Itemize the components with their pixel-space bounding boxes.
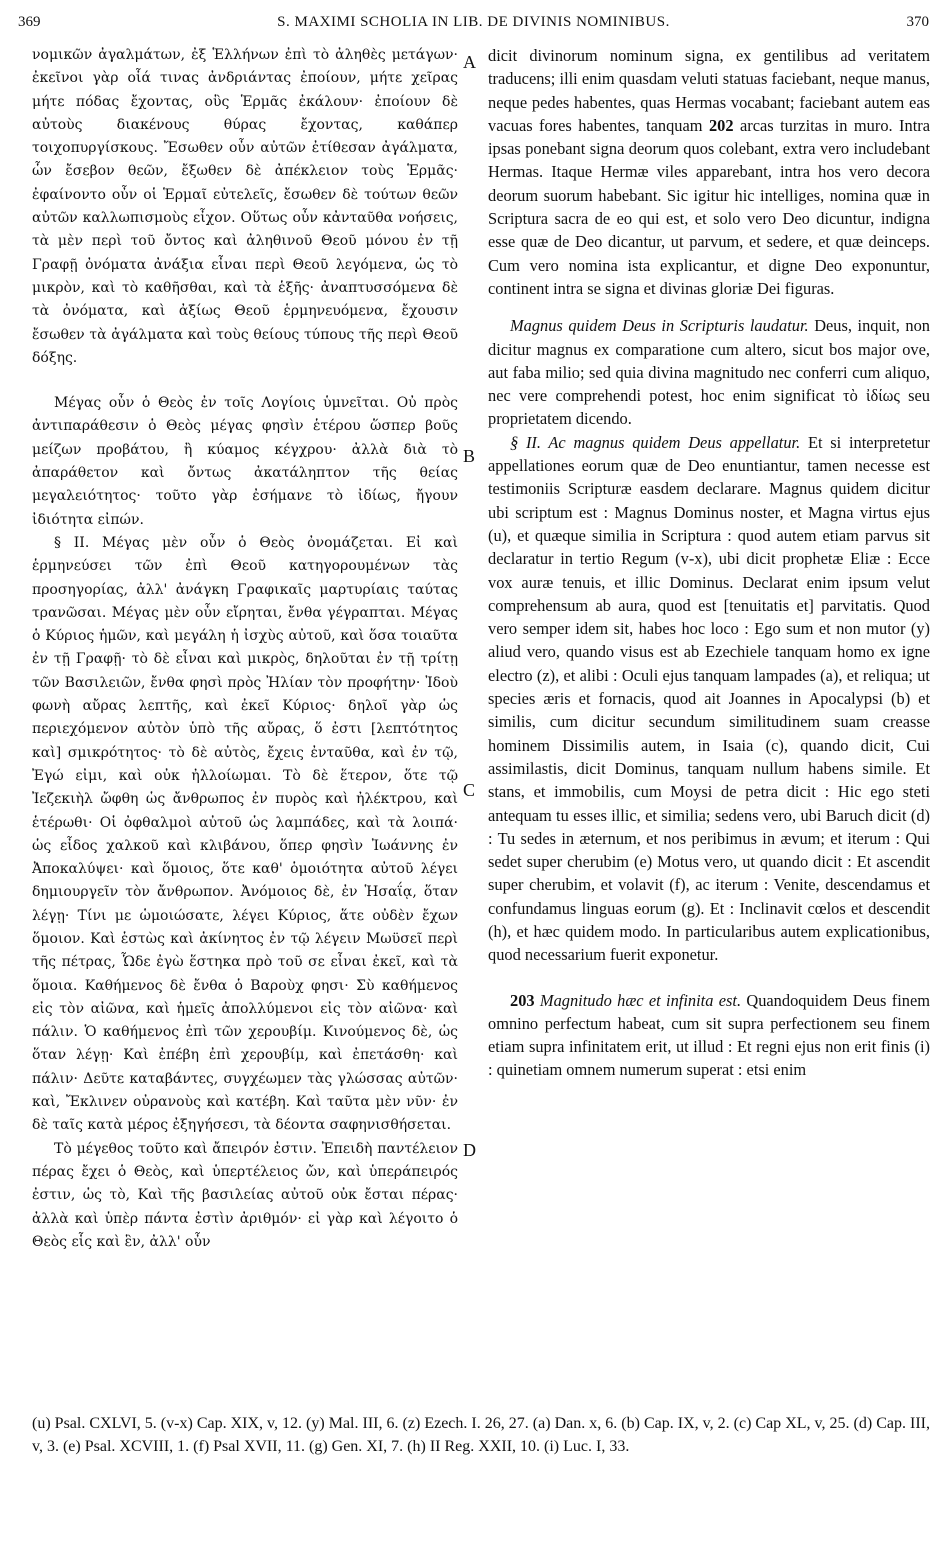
margin-marker-d: D: [463, 1140, 476, 1160]
latin-paragraph: [488, 989, 930, 1082]
greek-paragraph: Μέγας οὖν ὁ Θεὸς ἐν τοῖς Λογίοις ὑμνεῖται. Οὐ πρὸς ἀντιπαράθεσιν ὁ Θεὸς μέγας φησὶν ἑτέρου ὥσπερ βοῦς μείζων προβάτου, ἢ κύαμος κέγχρου· ἀλλὰ διὰ τὸ ἀπαράθετον καὶ ὄντως ἀκατάληπτον τῆς θείας μεγαλειότητος· τοῦτο γὰρ ἐσήμανε τὸ ἰδίως, ἤγουν ἰδιότητα εἰπών.: [32, 395, 458, 528]
margin-marker-b: B: [463, 446, 476, 466]
latin-text: Et si interpretetur appellationes eorum quæ de Deo enuntiantur, tamen necesse est testimoniis Scripturæ easdem declarare. Magnus quidem dicitur ubi scriptum est : Magnus Dominus noster, et Magna virtus ejus (u), et quæque similia in Scriptura : quod autem etiam parvus sit declaratur in tertio Regum (v-x), ubi dicit prophetæ Eliæ : Ecce vox auræ tenuis, et illic Dominus. Declarat enim ipsum velut comprehensum ab aura, quod est [tenuitatis et] parvitatis. Quod vero semper idem sit, habes hoc loco : Ego sum et non mutor (y) aliud vero, quando visus est ab Ezechiele tanquam homo ex igne electro (z), et alibi : Oculi ejus tanquam lampades (a), et reliqua; ut species æris et fornacis, quod ait Joannes in Apocalypsi (b) et similis, cum dicitur secundum similitudinem suam creasse hominem Dissimilis autem, in Isaia (c), quando dicit, Cui assimilastis, dicit Dominus, tanquam nullum habens simile. Et stans, et immobilis, cum Moysi de petra dicit : Hic ego steti antequam tu esses illic, et similia; sedens vero, ubi Baruch dicit (d) : Tu sedes in æternum, et nos peribimus in ævum; et iterum : Qui sedet super cherubim (e) Motus vero, ut quando dicit : Et ascendit super cherubim, et volavit (f), ac iterum : Venite, descendamus et confundamus linguas eorum (g). Et : Inclinavit cœlos et descendit (h), et hæc quidem modo. In particularibus autem explicationibus, quod necessarium fuerit exponetur.: [488, 432, 930, 965]
margin-marker-c: C: [463, 780, 476, 800]
margin-marker-a: A: [463, 52, 476, 72]
running-header: [18, 14, 929, 40]
latin-paragraph: [488, 44, 930, 300]
greek-paragraph: νομικῶν ἀγαλμάτων, ἐξ Ἑλλήνων ἐπὶ τὸ ἀληθὲς μετάγων· ἐκεῖνοι γὰρ οἷά τινας ἀνδριάντας ἐποίουν, μήτε χεῖρας μήτε πόδας ἔχοντας, οὓς Ἑρμᾶς ἐκάλουν· ἐποίουν δὲ αὐτοὺς διακένους θύρας ἔχοντας, καθάπερ τοιχοπυργίσκους. Ἔσωθεν οὖν αὐτῶν ἐτίθεσαν ἀγάλματα, ὧν ἔσεβον θεῶν, ἔξωθεν δὲ ἀπέκλειον τοὺς Ἑρμᾶς· ἐφαίνοντο οὖν οἱ Ἑρμαῖ εὐτελεῖς, ἔσωθεν δὲ τούτων θεῶν αὐτῶν καλλωπισμοὺς εἶχον. Οὕτως οὖν κἀνταῦθα νοήσεις, τὰ μὲν περὶ τοῦ ὄντος καὶ ἀληθινοῦ Θεοῦ μόνου ἐν τῇ Γραφῇ ὀνόματα ἀνάξια εἶναι περὶ Θεοῦ λεγόμενα, ὡς τὸ μικρὸν, καὶ τὸ καθῆσθαι, καὶ τὰ ἑξῆς· ἀναπτυσσόμενα δὲ τὰ ὀνόματα, καὶ ἀξίως Θεοῦ ἑρμηνευόμενα, ἔχουσιν ἔσωθεν τὰ ἀγάλματα καὶ τοὺς θείους τύπους τῆς περὶ Θεοῦ δόξης.: [32, 47, 458, 366]
page-number-left: 369: [18, 14, 41, 30]
page-number-right: 370: [906, 14, 929, 30]
greek-column: [32, 44, 458, 1254]
latin-text: Deus, inquit, non dicitur magnus ex comparatione cum altero, sicut bos major ove, aut faba milio; sed quia divina magnitudo nec conferri cum aliquo, nec vere comprehendi potest, hoc enim significat τὸ ἰδίως seu proprietatem dicendo.: [488, 316, 930, 429]
latin-paragraph: [488, 314, 930, 430]
latin-column: [488, 44, 930, 1082]
column-number: 203: [510, 990, 535, 1010]
column-number: 202: [708, 115, 734, 135]
footnotes: (u) Psal. CXLVI, 5. (v-x) Cap. XIX, v, 12. (y) Mal. III, 6. (z) Ezech. I. 26, 27. (a) Dan. x, 6. (b) Cap. IX, v, 2. (c) Cap XL, v, 25. (d) Cap. III, v, 3. (e) Psal. XCVIII, 1. (f) Psal XVII, 11. (g) Gen. XI, 7. (h) II Reg. XXII, 10. (i) Luc. I, 33.: [32, 1415, 930, 1455]
greek-paragraph: Τὸ μέγεθος τοῦτο καὶ ἄπειρόν ἐστιν. Ἐπειδὴ παντέλειον πέρας ἔχει ὁ Θεὸς, καὶ ὑπερτέλειος ὤν, καὶ ὑπεράπειρός ἐστιν, ὡς τὸ, Καὶ τῆς βασιλείας αὐτοῦ οὐκ ἔσται πέρας· ἀλλὰ καὶ ὑπὲρ πάντα ἐστὶν ἀριθμόν· εἰ γὰρ καὶ λέγοιτο ὁ Θεὸς εἷς καὶ ἓν, ἀλλ' οὖν: [32, 1140, 458, 1250]
running-title: S. MAXIMI SCHOLIA IN LIB. DE DIVINIS NOMINIBUS.: [277, 14, 670, 30]
latin-text: arcas turzitas in muro. Intra ipsas ponebant signa deorum quos colebant, extra vero includebant Hermas. Itaque Hermæ viles apparebant, intra hos vero decora deorum suorum habebant. Sic igitur hic intelliges, nomina quæ in Scriptura sacra de eo qui est, et solo vero Deo dicuntur, indigna esse quæ de Deo dicantur, ut parvum, et sedere, et quæ deinceps. Cum vero nomina ista explicantur, et digne Deo exponuntur, continent intra se signa et divinas gloriæ Dei figuras.: [488, 115, 930, 298]
latin-lemma: Magnus quidem Deus in Scripturis laudatur.: [510, 316, 809, 336]
latin-lemma: § II. Ac magnus quidem Deus appellatur.: [510, 432, 801, 452]
greek-paragraph: § II. Μέγας μὲν οὖν ὁ Θεὸς ὀνομάζεται. Εἰ καὶ ἑρμηνεύσει τῶν ἐπὶ Θεοῦ κατηγορουμένων τὰς προσηγορίας, ἀλλ' ἀνάγκη Γραφικαῖς μαρτυρίαις ταύτας τρανῶσαι. Μέγας μὲν οὖν εἴρηται, ἔνθα γέγραπται. Μέγας ὁ Κύριος ἡμῶν, καὶ μεγάλη ἡ ἰσχὺς αὐτοῦ, καὶ ὅσα τοιαῦτα ἐν τῇ Γραφῇ· τὸ δὲ εἶναι καὶ μικρὸς, δηλοῦται ἐν τῇ τρίτῃ τῶν Βασιλειῶν, ἔνθα φησὶ πρὸς Ἠλίαν τὸν προφήτην· Ἰδοὺ φωνὴ αὔρας λεπτῆς, καὶ ἐκεῖ Κύριος· δηλοῖ γὰρ ὡς περιεχόμενον αὐτὸν ὑπὸ τῆς αὔρας, ὅ ἐστι [λεπτότητος καὶ] σμικρότητος· τὸ δὲ αὐτὸς, ἔχεις ἐνταῦθα, καὶ ἐν τῷ, Ἐγώ εἰμι, καὶ οὐκ ἠλλοίωμαι. Τὸ δὲ ἕτερον, ὅτε τῷ Ἰεζεκιὴλ ὤφθη ὡς ἄνθρωπος ἐν πυρὸς καὶ ἠλέκτρου, καὶ ἑτέρωθι· Οἱ ὀφθαλμοὶ αὐτοῦ ὡς λαμπάδες, καὶ τὰ λοιπά· ὡς εἶδος χαλκοῦ καὶ κλιβάνου, ὅπερ φησὶν Ἰωάννης ἐν Ἀποκαλύψει· καὶ ὅμοιος, ὅτε καθ' ὁμοιότητα αὐτοῦ λέγει δημιουργεῖν τὸν ἄνθρωπον. Ἀνόμοιος δὲ, ἐν Ἡσαΐᾳ, ὅταν λέγῃ· Τίνι με ὡμοιώσατε, λέγει Κύριος, ἅτε οὐδὲν ἔχων ὅμοιον. Καὶ ἑστὼς καὶ ἀκίνητος ἐν τῷ λέγειν Μωϋσεῖ περὶ τῆς πέτρας, Ὧδε ἐγὼ ἕστηκα πρὸ τοῦ σε εἶναι ἐκεῖ, καὶ τὰ ὅμοια. Καθήμενος δὲ ἔνθα ὁ Βαροὺχ φησι· Σὺ καθήμενος εἰς τὸν αἰῶνα, καὶ ἡμεῖς ἀπολλύμενοι εἰς τὸν αἰῶνα· καὶ πάλιν. Ὁ καθήμενος ἐπὶ τῶν χερουβίμ. Κινούμενος δὲ, ὡς ὅταν λέγῃ· Καὶ ἐπέβη ἐπὶ χερουβίμ, καὶ ἐπετάσθη· καὶ πάλιν· Δεῦτε καταβάντες, συγχέωμεν τὰς γλώσσας αὐτῶν· καὶ, Ἔκλινεν οὐρανοὺς καὶ κατέβη. Καὶ ταῦτα μὲν νῦν· ἐν δὲ ταῖς κατὰ μέρος ἐξηγήσεσι, τὰ δέοντα σαφηνισθήσεται.: [32, 534, 458, 1134]
latin-text: dicit divinorum nominum signa, ex gentilibus ad veritatem traducens; illi enim quasdam veluti statuas faciebant, neque manus, neque pedes habentes, quas Hermas vocabant; faciebant autem eas vacuas fores habentes, tanquam: [488, 46, 930, 135]
latin-lemma: Magnitudo hæc et infinita est.: [539, 990, 742, 1010]
latin-text: Quandoquidem Deus finem omnino perfectum habeat, cum sit supra perfectionem seu finem etiam supra infinitatem erit, ut illud : Et regni ejus non erit finis (i) : quinetiam omnem numerum superat : etsi enim: [488, 990, 930, 1080]
latin-paragraph: [488, 431, 930, 967]
